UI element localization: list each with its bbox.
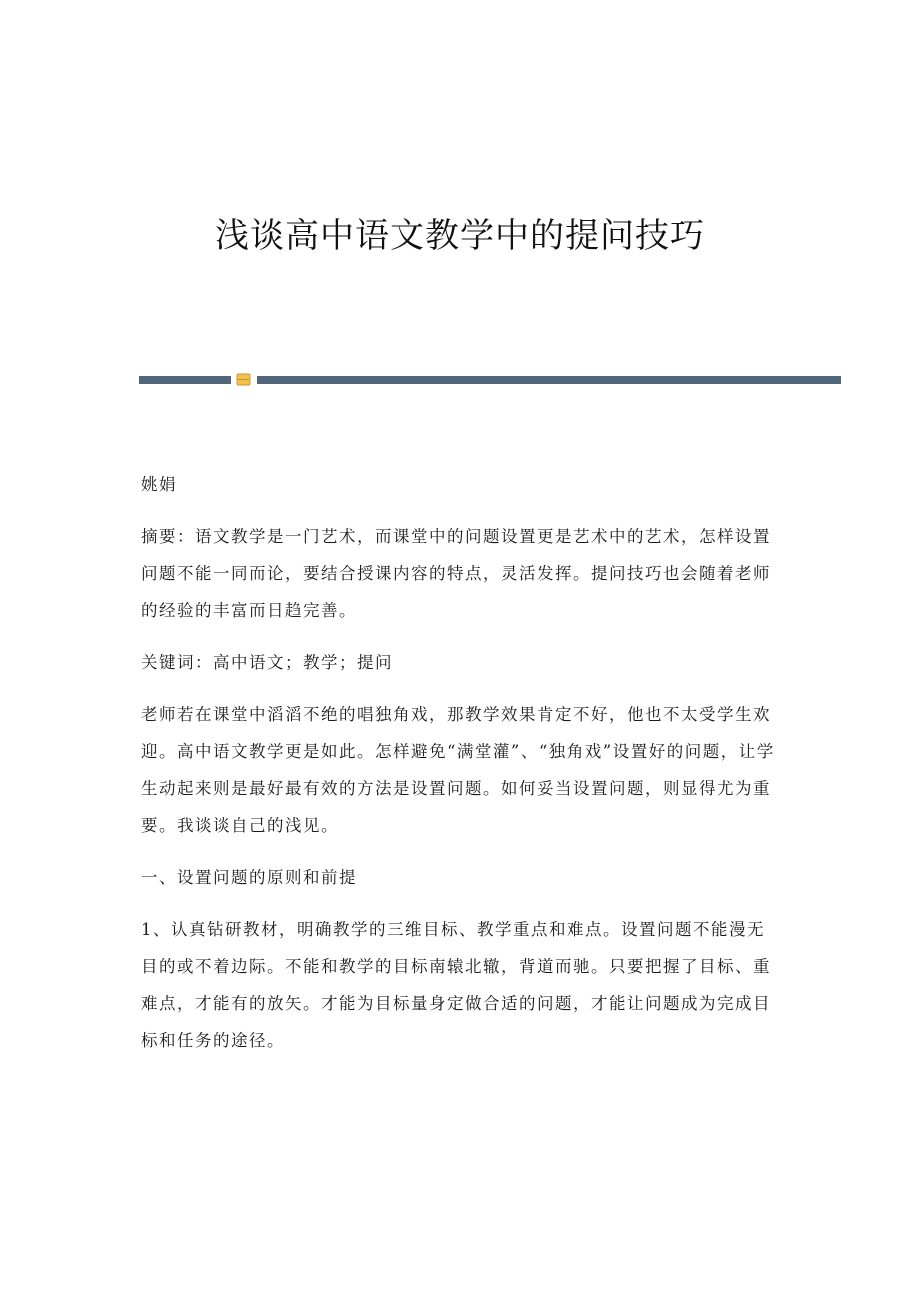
section-heading: 一、设置问题的原则和前提	[141, 868, 357, 887]
title-divider	[139, 373, 841, 387]
intro-paragraph: 老师若在课堂中滔滔不绝的唱独角戏，那教学效果肯定不好，他也不太受学生欢迎。高中语文教学更是如此。怎样避免“满堂灌”、“独角戏”设置好的问题，让学生动起来则是最好最有效的方法是设置问题。如何妥当设置问题，则显得尤为重要。我谈谈自己的浅见。	[141, 705, 775, 835]
abstract-paragraph: 摘要：语文教学是一门艺术，而课堂中的问题设置更是艺术中的艺术，怎样设置问题不能一同而论，要结合授课内容的特点，灵活发挥。提问技巧也会随着老师的经验的丰富而日趋完善。	[141, 527, 771, 620]
divider-ornament-icon	[236, 373, 251, 386]
divider-bar-right	[257, 376, 841, 384]
document-body	[141, 466, 781, 1074]
divider-bar-left	[139, 376, 231, 384]
document-title: 浅谈高中语文教学中的提问技巧	[215, 216, 705, 256]
keywords-line: 关键词：高中语文；教学；提问	[141, 653, 393, 672]
author-name: 姚娟	[141, 475, 177, 494]
section-paragraph: 1、认真钻研教材，明确教学的三维目标、教学重点和难点。设置问题不能漫无目的或不着边际。不能和教学的目标南辕北辙，背道而驰。只要把握了目标、重难点，才能有的放矢。才能为目标量身定做合适的问题，才能让问题成为完成目标和任务的途径。	[141, 920, 771, 1050]
